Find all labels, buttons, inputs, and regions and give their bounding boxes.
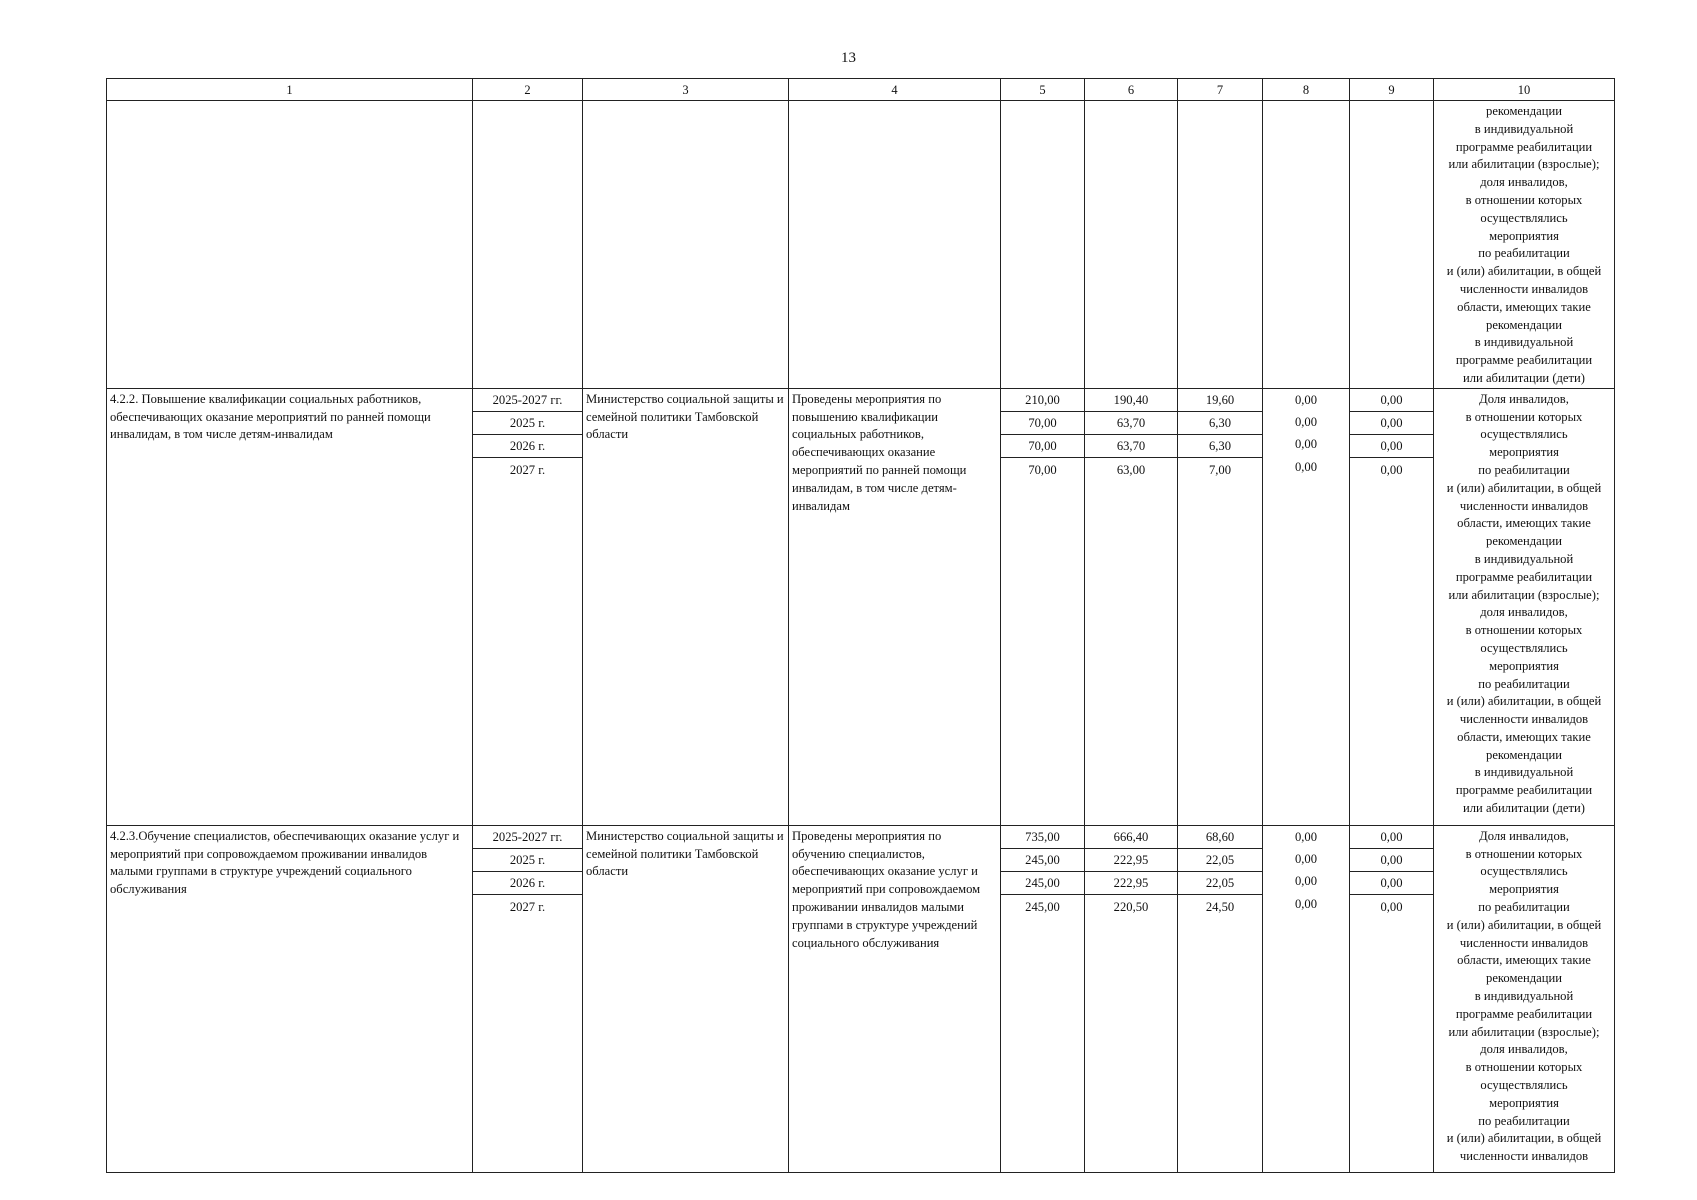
period-value: 6,30 (1178, 412, 1262, 435)
col7-cell (1178, 825, 1263, 1172)
period-value: 22,05 (1178, 849, 1262, 872)
period-value: 70,00 (1001, 412, 1084, 435)
program-table (106, 78, 1615, 1173)
period-value: 735,00 (1001, 826, 1084, 849)
period-value: 666,40 (1085, 826, 1177, 849)
header-col-2: 2 (473, 79, 583, 101)
period-value: 70,00 (1001, 435, 1084, 458)
measure-name: 4.2.2. Повышение квалификации социальных работников, обеспечивающих оказание мероприятий по ранней помощи инвалидам, в том числе детям-инвалидам (110, 391, 431, 442)
continuation-row (107, 101, 1615, 389)
period-value: 0,00 (1294, 896, 1318, 911)
period-value: 0,00 (1294, 829, 1318, 844)
period-value: 245,00 (1025, 899, 1060, 914)
expected-result: Проведены мероприятия по повышению квалификации социальных работников, обеспечивающих оказание мероприятий по ранней помощи инвалидам, в том числе детям-инвалидам (792, 391, 967, 513)
measure-name: 4.2.3.Обучение специалистов, обеспечивающих оказание услуг и мероприятий при сопровождаемом проживании инвалидов малыми группами в структуре учреждений социального обслуживания (110, 828, 460, 897)
period-value: 0,00 (1350, 435, 1433, 458)
period-value: 0,00 (1294, 414, 1318, 429)
indicator-cell: Доля инвалидов, в отношении которых осуществлялись мероприятия по реабилитации и (или) абилитации, в общей численности инвалидов области, имеющих такие рекомендации в индивидуальной программе реабилитации или абилитации (взрослые); доля инвалидов, в отношении которых осуществлялись мероприятия по реабилитации и (или) абилитации, в общей численности инвалидов области, имеющих такие рекомендации в индивидуальной программе реабилитации или абилитации (дети) (1434, 388, 1615, 825)
period-value: 220,50 (1113, 899, 1149, 914)
col5-cell (1001, 388, 1085, 825)
period-value: 2027 г. (509, 462, 546, 477)
period-value: 63,70 (1085, 412, 1177, 435)
header-col-6: 6 (1085, 79, 1178, 101)
table-row (107, 388, 1615, 825)
header-col-7: 7 (1178, 79, 1263, 101)
header-col-1: 1 (107, 79, 473, 101)
header-col-4: 4 (789, 79, 1001, 101)
period-value: 2025 г. (473, 412, 582, 435)
period-value: 7,00 (1208, 462, 1232, 477)
indicator-cell: рекомендации в индивидуальной программе реабилитации или абилитации (взрослые); доля инвалидов, в отношении которых осуществлялись мероприятия по реабилитации и (или) абилитации, в общей численности инвалидов области, имеющих такие рекомендации в индивидуальной программе реабилитации или абилитации (дети) (1434, 101, 1615, 389)
period-value: 24,50 (1205, 899, 1235, 914)
col8-cell (1263, 388, 1350, 825)
col7-cell (1178, 388, 1263, 825)
period-value: 0,00 (1294, 436, 1318, 451)
period-value: 0,00 (1294, 392, 1318, 407)
measure-name-cell (107, 388, 473, 825)
executor: Министерство социальной защиты и семейной политики Тамбовской области (586, 828, 784, 879)
col8-cell (1263, 825, 1350, 1172)
period-value: 0,00 (1350, 872, 1433, 895)
period-value: 6,30 (1178, 435, 1262, 458)
period-value: 2027 г. (509, 899, 546, 914)
period-value: 222,95 (1085, 872, 1177, 895)
col9-cell (1350, 825, 1434, 1172)
period-value: 0,00 (1294, 851, 1318, 866)
period-value: 2026 г. (473, 872, 582, 895)
header-col-8: 8 (1263, 79, 1350, 101)
period-value: 0,00 (1350, 826, 1433, 849)
table-row (107, 825, 1615, 1172)
header-col-9: 9 (1350, 79, 1434, 101)
period-cell (473, 388, 583, 825)
col9-cell (1350, 388, 1434, 825)
period-value: 245,00 (1001, 872, 1084, 895)
header-col-10: 10 (1434, 79, 1615, 101)
measure-name-cell (107, 825, 473, 1172)
period-value: 190,40 (1085, 389, 1177, 412)
period-value: 245,00 (1001, 849, 1084, 872)
col6-cell (1085, 825, 1178, 1172)
period-value: 2026 г. (473, 435, 582, 458)
period-value: 2025-2027 гг. (473, 389, 582, 412)
result-cell (789, 388, 1001, 825)
indicator-cell: Доля инвалидов, в отношении которых осуществлялись мероприятия по реабилитации и (или) абилитации, в общей численности инвалидов области, имеющих такие рекомендации в индивидуальной программе реабилитации или абилитации (взрослые); доля инвалидов, в отношении которых осуществлялись мероприятия по реабилитации и (или) абилитации, в общей численности инвалидов (1434, 825, 1615, 1172)
header-col-5: 5 (1001, 79, 1085, 101)
period-value: 210,00 (1001, 389, 1084, 412)
period-value: 0,00 (1350, 412, 1433, 435)
period-value: 0,00 (1350, 849, 1433, 872)
period-value: 22,05 (1178, 872, 1262, 895)
executor-cell (583, 825, 789, 1172)
period-value: 0,00 (1294, 873, 1318, 888)
executor-cell (583, 388, 789, 825)
period-value: 222,95 (1085, 849, 1177, 872)
col6-cell (1085, 388, 1178, 825)
period-value: 70,00 (1028, 462, 1057, 477)
period-value: 19,60 (1178, 389, 1262, 412)
period-value: 63,70 (1085, 435, 1177, 458)
period-value: 0,00 (1380, 899, 1403, 914)
col5-cell (1001, 825, 1085, 1172)
header-row (107, 79, 1615, 101)
period-value: 2025-2027 гг. (473, 826, 582, 849)
header-col-3: 3 (583, 79, 789, 101)
period-cell (473, 825, 583, 1172)
period-value: 63,00 (1116, 462, 1146, 477)
expected-result: Проведены мероприятия по обучению специалистов, обеспечивающих оказание услуг и мероприятий при сопровождаемом проживании инвалидов малыми группами в структуре учреждений социального обслуживания (792, 828, 981, 950)
period-value: 2025 г. (473, 849, 582, 872)
executor: Министерство социальной защиты и семейной политики Тамбовской области (586, 391, 784, 442)
period-value: 0,00 (1294, 459, 1318, 474)
page-number: 13 (841, 50, 856, 66)
result-cell (789, 825, 1001, 1172)
period-value: 0,00 (1380, 462, 1403, 477)
period-value: 0,00 (1350, 389, 1433, 412)
period-value: 68,60 (1178, 826, 1262, 849)
